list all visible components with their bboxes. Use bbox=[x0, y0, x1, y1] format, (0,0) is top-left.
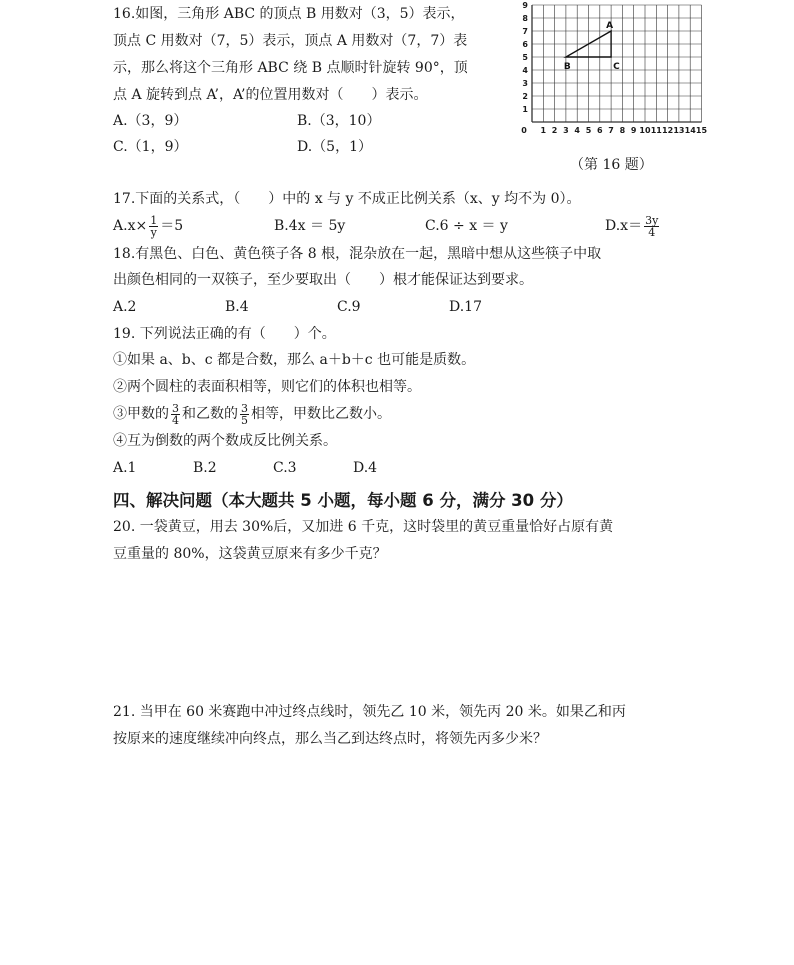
q17-option-b: B.4x ＝ 5y bbox=[274, 218, 346, 234]
fraction-denominator: 5 bbox=[241, 413, 248, 427]
q19-option-d: D.4 bbox=[353, 460, 378, 476]
q19-option-a: A.1 bbox=[113, 460, 137, 476]
q18-line-2: 出颜色相同的一双筷子，至少要取出（ ）根才能保证达到要求。 bbox=[113, 272, 533, 288]
figure-caption: （第 16 题） bbox=[570, 157, 653, 173]
x-tick-label: 5 bbox=[585, 126, 592, 135]
fraction-denominator: y bbox=[150, 225, 157, 239]
q18-option-a: A.2 bbox=[113, 299, 137, 315]
q18-option-c: C.9 bbox=[337, 299, 361, 315]
q18-option-d: D.17 bbox=[449, 299, 482, 315]
x-tick-label: 11 bbox=[650, 126, 662, 135]
q16-line-3: 示，那么将这个三角形 ABC 绕 B 点顺时针旋转 90°，顶 bbox=[113, 60, 468, 76]
vertex-label-c: C bbox=[613, 62, 620, 72]
q17-option-d-fraction bbox=[644, 215, 659, 238]
x-tick-label: 9 bbox=[630, 126, 637, 135]
q16-option-c: C.（1，9） bbox=[113, 139, 188, 155]
vertex-label-b: B bbox=[563, 62, 571, 72]
y-tick-label: 4 bbox=[522, 66, 528, 75]
y-tick-label: 8 bbox=[522, 14, 528, 23]
x-tick-label: 10 bbox=[639, 126, 651, 135]
q17-option-a-suffix: ＝5 bbox=[160, 218, 184, 234]
q19-s3-fraction-1 bbox=[171, 403, 180, 426]
q20-line-1: 20. 一袋黄豆，用去 30%后，又加进 6 千克，这时袋里的黄豆重量恰好占原有黄 bbox=[113, 519, 614, 535]
section-heading: 四、解决问题（本大题共 5 小题，每小题 6 分，满分 30 分） bbox=[113, 491, 573, 510]
coordinate-grid-figure bbox=[518, 2, 718, 140]
q18-line-1: 18.有黑色、白色、黄色筷子各 8 根，混杂放在一起，黑暗中想从这些筷子中取 bbox=[113, 246, 602, 262]
y-tick-label: 1 bbox=[522, 105, 528, 114]
q16-option-b: B.（3，10） bbox=[297, 113, 381, 129]
q18-option-b: B.4 bbox=[225, 299, 249, 315]
q17-option-d bbox=[605, 213, 661, 239]
q16-line-4: 点 A 旋转到点 A’，A’的位置用数对（ ）表示。 bbox=[113, 87, 428, 103]
fraction-numerator: 1 bbox=[150, 213, 158, 227]
q16-option-d: D.（5，1） bbox=[297, 139, 372, 155]
x-tick-label: 15 bbox=[695, 126, 708, 135]
q17-option-a-fraction bbox=[149, 215, 158, 238]
q19-s3-mid: 和乙数的 bbox=[182, 406, 238, 422]
x-tick-label: 1 bbox=[540, 126, 547, 135]
q16-line-1: 16.如图，三角形 ABC 的顶点 B 用数对（3，5）表示， bbox=[113, 6, 465, 22]
y-tick-label: 5 bbox=[522, 53, 528, 62]
q21-line-2: 按原来的速度继续冲向终点，那么当乙到达终点时，将领先丙多少米？ bbox=[113, 731, 547, 747]
q19-statement-3 bbox=[113, 401, 391, 427]
fraction-numerator: 3 bbox=[172, 401, 179, 415]
q19-statement-4: ④互为倒数的两个数成反比例关系。 bbox=[113, 433, 337, 449]
x-tick-label: 14 bbox=[684, 126, 696, 135]
q16-option-a: A.（3，9） bbox=[113, 113, 188, 129]
y-tick-label: 2 bbox=[522, 92, 528, 101]
y-tick-label: 7 bbox=[522, 27, 528, 36]
fraction-denominator: 4 bbox=[172, 413, 179, 427]
q21-line-1: 21. 当甲在 60 米赛跑中冲过终点线时，领先乙 10 米，领先丙 20 米。如果乙和丙 bbox=[113, 704, 626, 720]
q17-option-d-prefix: D.x＝ bbox=[605, 218, 643, 234]
vertex-label-a: A bbox=[606, 21, 614, 31]
q17-option-c: C.6 ÷ x ＝ y bbox=[425, 218, 508, 234]
x-tick-label: 0 bbox=[521, 126, 527, 135]
fraction-denominator: 4 bbox=[648, 225, 656, 239]
q16-line-2: 顶点 C 用数对（7，5）表示，顶点 A 用数对（7，7）表 bbox=[113, 33, 468, 49]
y-tick-label: 3 bbox=[522, 79, 528, 88]
y-tick-label: 6 bbox=[522, 40, 528, 49]
q17-option-a bbox=[113, 213, 183, 239]
fraction-numerator: 3y bbox=[645, 213, 659, 227]
q19-statement-1: ①如果 a、b、c 都是合数，那么 a＋b＋c 也可能是质数。 bbox=[113, 352, 476, 368]
x-tick-label: 4 bbox=[574, 126, 580, 135]
x-tick-label: 8 bbox=[619, 126, 626, 135]
x-tick-label: 2 bbox=[551, 126, 558, 135]
x-tick-label: 7 bbox=[608, 126, 614, 135]
q17-option-a-mid: x× bbox=[127, 218, 148, 234]
q17-stem: 17.下面的关系式，（ ）中的 x 与 y 不成正比例关系（x、y 均不为 0）。 bbox=[113, 191, 581, 207]
q19-stem: 19. 下列说法正确的有（ ）个。 bbox=[113, 326, 336, 342]
q19-s3-prefix: ③甲数的 bbox=[113, 406, 169, 422]
q19-option-b: B.2 bbox=[193, 460, 217, 476]
x-tick-label: 12 bbox=[662, 126, 674, 135]
q17-option-a-prefix: A. bbox=[113, 218, 128, 234]
x-tick-label: 3 bbox=[563, 126, 569, 135]
y-tick-label: 9 bbox=[522, 2, 528, 10]
q19-s3-fraction-2 bbox=[240, 403, 249, 426]
x-tick-label: 6 bbox=[597, 126, 603, 135]
q19-option-c: C.3 bbox=[273, 460, 297, 476]
q19-statement-2: ②两个圆柱的表面积相等，则它们的体积也相等。 bbox=[113, 379, 421, 395]
x-tick-label: 13 bbox=[673, 126, 685, 135]
q19-s3-suffix: 相等，甲数比乙数小。 bbox=[251, 406, 391, 422]
fraction-numerator: 3 bbox=[241, 401, 248, 415]
q20-line-2: 豆重量的 80%，这袋黄豆原来有多少千克？ bbox=[113, 546, 387, 562]
